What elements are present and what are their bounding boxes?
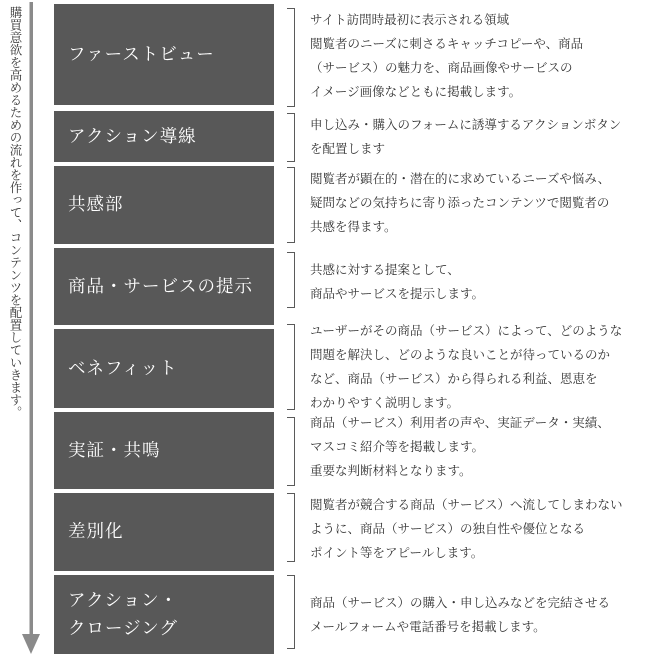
section-empathy [54,166,667,244]
section-title: ベネフィット [68,358,178,379]
section-description: 共感に対する提案として、 商品やサービスを提示します。 [310,262,485,301]
section-bracket [287,8,295,107]
section-description: 商品（サービス）の購入・申し込みなどを完結させる メールフォームや電話番号を掲載します。 [310,595,611,634]
down-arrow-icon [22,2,40,654]
section-description: 閲覧者が顕在的・潜在的に求めているニーズや悩み、 疑問などの気持ちに寄り添ったコンテンツで閲覧者の 共感を得ます。 [310,171,611,234]
section-title-box [54,493,274,571]
section-title: ファーストビュー [68,44,215,65]
section-description: 商品（サービス）利用者の声や、実証データ・実績、 マスコミ紹介等を掲載します。 重要な判断材料となります。 [310,415,610,478]
section-differentiation [54,493,667,571]
section-title-box [54,575,274,654]
section-description: 閲覧者が競合する商品（サービス）へ流してしまわない ように、商品（サービス）の独自性や優位となる ポイント等をアピールします。 [310,497,623,560]
section-bracket [287,417,295,486]
section-title-box [54,4,274,105]
section-proof [54,412,667,489]
section-bracket [287,575,295,649]
section-title: 商品・サービスの提示 [68,276,253,297]
section-bracket [287,113,295,162]
section-description: 申し込み・購入のフォームに誘導するアクションボタン を配置します [310,117,622,156]
section-action-lead [54,111,667,162]
section-title-box [54,166,274,244]
section-bracket [287,252,295,308]
section-list [54,0,667,656]
section-title: アクション導線 [68,126,197,147]
section-title: アクション・ クロージング [68,590,179,639]
section-title-box [54,248,274,325]
section-bracket [287,167,295,243]
section-title-box [54,329,274,408]
flow-side-column [0,0,50,656]
section-bracket [287,324,295,410]
section-title: 共感部 [68,195,124,215]
section-title: 実証・共鳴 [68,440,161,461]
section-description: ユーザーがその商品（サービス）によって、どのような 問題を解決し、どのような良いことが待っているのか など、商品（サービス）から得られる利益、恩恵を わかりやすく説明します。 [310,323,623,410]
flow-label: 購買意欲を高めるための流れを作って、コンテンツを配置していきます。 [8,6,23,419]
section-benefit [54,323,667,410]
section-first-view [54,4,667,105]
section-title-box [54,412,274,489]
section-title-box [54,111,274,162]
section-bracket [287,493,295,562]
section-description: サイト訪問時最初に表示される領域 閲覧者のニーズに刺さるキャッチコピーや、商品 （サービス）の魅力を、商品画像やサービスの イメージ画像などともに掲載します。 [310,12,584,99]
section-closing [54,575,667,654]
section-product-presentation [54,248,667,325]
section-title: 差別化 [68,522,124,542]
